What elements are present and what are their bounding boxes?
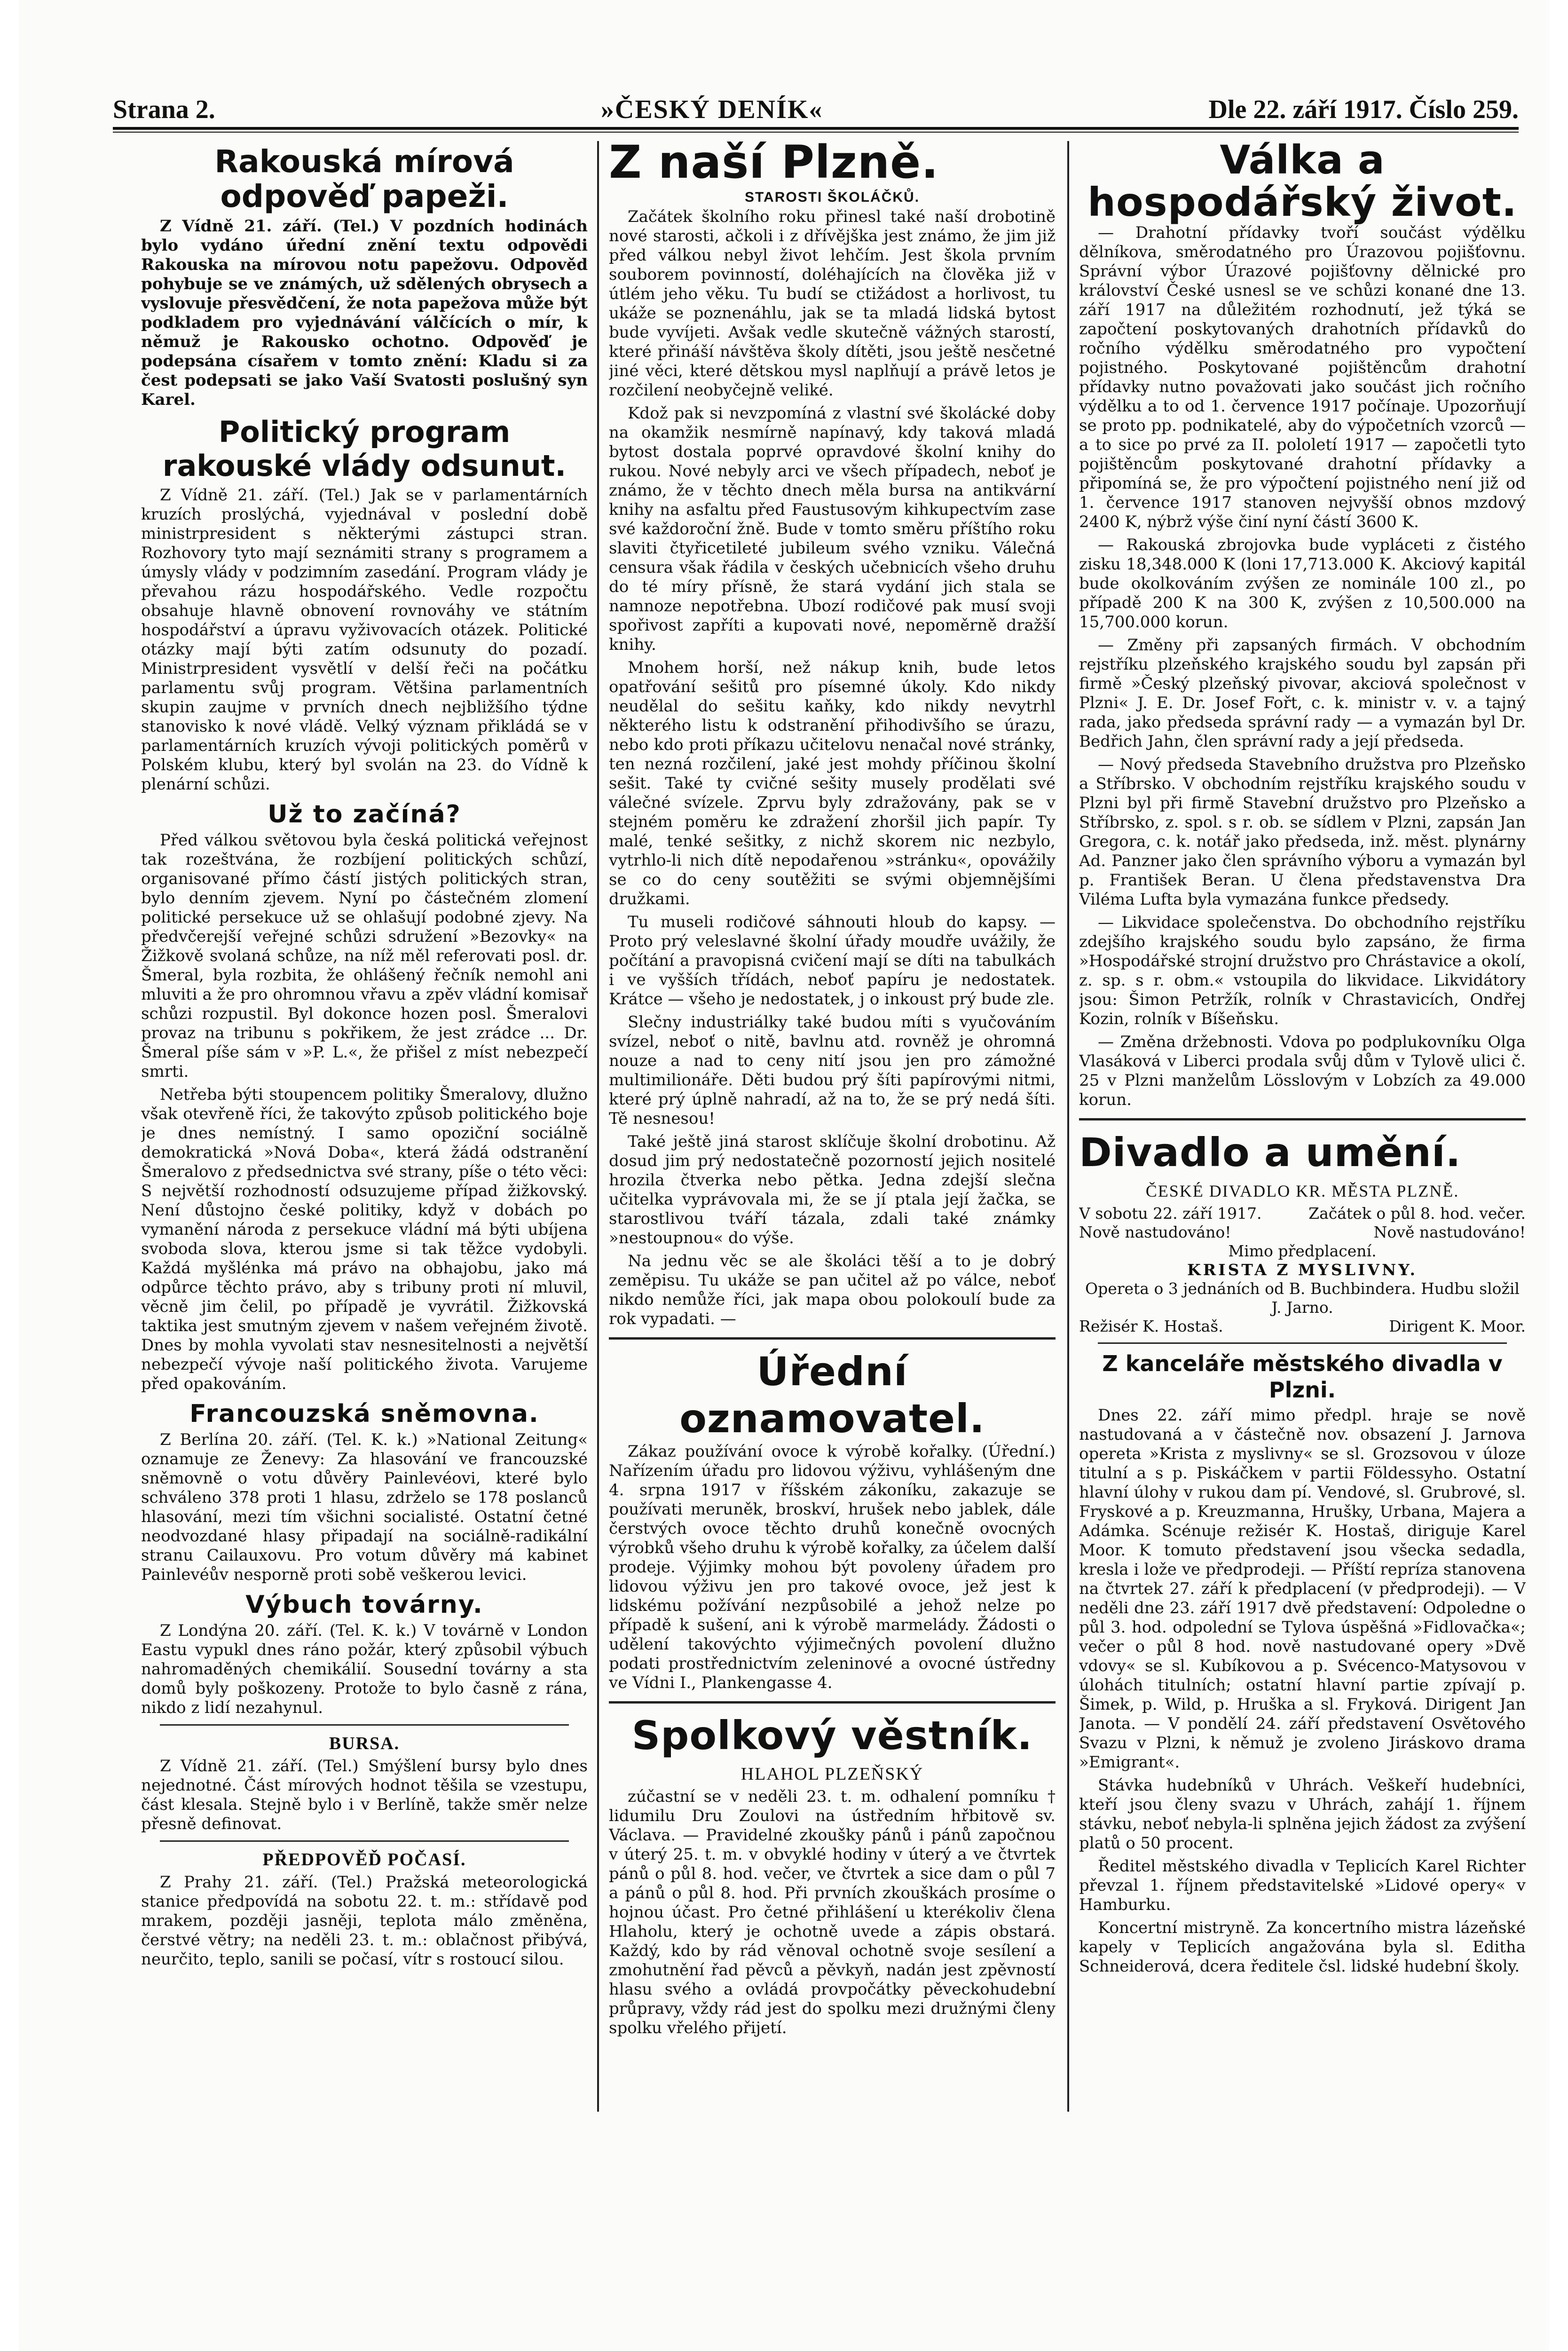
programme-new-left: Nově nastudováno! xyxy=(1079,1223,1231,1241)
programme-description: Opereta o 3 jednáních od B. Buchbindera. Hudbu složil J. Jarno. xyxy=(1085,1279,1520,1317)
section-rule xyxy=(609,1337,1056,1340)
article-bourse: Z Vídně 21. září. (Tel.) Smýšlení bursy bylo dnes nejednotné. Část mírových hodnot těšila se vzestupu, část klesala. Stejně bylo i v Berlíně, takže směr nelze přesně definovat. xyxy=(141,1757,588,1833)
column-divider-2 xyxy=(1067,141,1069,2112)
headline-club-news: Spolkový věstník. xyxy=(631,1712,1033,1759)
separator xyxy=(160,1840,569,1842)
article-already-starts-p1: Před válkou světovou byla česká politická veřejnost tak rozeštvána, že rozbíjení politických schůzí, organisované přímo částí jistých politických stran, bylo denním zjevem. Nyní po částečném zlomení politické persekuce už se ohlašují podobné zjevy. Na předvčerejší veřejné schůzi sdružení »Bezovky« na Žižkově svolaná schůze, na níž měl referovati posl. dr. Šmeral, byla rozbita, že ohlášený řečník nemohl ani mluviti a že pro ohromnou vřavu a zpěv vládní komisař schůzi rozpustil. Byl dokonce hozen posl. Šmeralovi provaz na tribunu s pokřikem, že jest zrádce ... Dr. Šmeral píše sám v »P. L.«, že přišel z míst nebezpečí smrti. xyxy=(141,831,588,1081)
article-school-p4: Tu museli rodičové sáhnouti hloub do kapsy. — Proto prý veleslavné školní úřady moudře uvážily, že počítání a pravopisná cvičení mají se díti na tabulkách i ve vyšších třídách, neboť papíru je nedostatek. Krátce — všeho je nedostatek, j o inkoust prý bude zle. xyxy=(609,913,1056,1009)
separator xyxy=(160,1724,569,1726)
newspaper-page xyxy=(19,0,1549,2351)
masthead-rule xyxy=(113,127,1519,130)
article-fruit-ban: Zákaz používání ovoce k výrobě kořalky. (Úřední.) Nařízením úřadu pro lidovou výživu, vyhlášeným dne 4. srpna 1917 v říšském zákoníku, zakazuje se používati meruněk, broskví, hrušek nebo jablek, dále čerstvých ovoce těchto druhů konečně ovocných výrobků všeho druhu k výrobě kořalky, za účelem další prodeje. Výjimky mohou být povoleny úřadem pro lidovou výživu jen pro takové ovoce, jež jest k lidskému požívání nezpůsobilé a jehož nelze po případě k sušení, ani k výrobě marmelády. Žádosti o udělení takovýchto výjimečných povolení dlužno podati prostřednictvím zeleninové a ovocné ústředny ve Vídni I., Plankengasse 4. xyxy=(609,1442,1056,1692)
headline-bourse: BURSA. xyxy=(329,1734,400,1753)
article-firm-changes: — Změny při zapsaných firmách. V obchodním rejstříku plzeňského krajského soudu byl zapsán při firmě »Český plzeňský pivovar, akciová společnost v Plzni« J. E. Dr. Josef Fořt, c. k. ministr v. v. a tajný rada, jako předseda správní rady — a vymazán byl Dr. Bedřich Jahn, člen správní rady a její předseda. xyxy=(1079,636,1526,751)
article-peace-reply: Z Vídně 21. září. (Tel.) V pozdních hodinách bylo vydáno úřední znění textu odpovědi Rakouska na mírovou notu papežovu. Odpověď pohybuje se ve známých, už sdělených obrysech a vyslovuje přesvědčení, že nota papežova může být podkladem pro vyjednávání válčících o mír, k němuž je Rakousko ochotno. Odpověď je podepsána císařem v tomto znění: Kladu si za čest podepsati se jako Vaší Svatosti poslušný syn Karel. xyxy=(141,217,588,409)
programme-new-right: Nově nastudováno! xyxy=(1373,1223,1526,1241)
subheading-city-theatre: ČESKÉ DIVADLO KR. MĚSTA PLZNĚ. xyxy=(1145,1182,1459,1200)
article-weather: Z Prahy 21. září. (Tel.) Pražská meteorologická stanice předpovídá na sobotu 22. t. m.: střídavě pod mrakem, později jasněji, teplota málo změněna, čerstvé větry; na neděli 23. t. m.: oblačnost přibývá, neurčito, teplo, sanili se počasí, vítr s rostoucí silou. xyxy=(141,1873,588,1969)
article-factory-explosion: Z Londýna 20. září. (Tel. K. k.) V továrně v London Eastu vypukl dnes ráno požár, který způsobil výbuch nahromaděných chemikálií. Sousední továrny a sta domů byly poškozeny. Protože to bylo časně z rána, nikdo z lidí nezahynul. xyxy=(141,1621,588,1717)
headline-our-pilsen: Z naší Plzně. xyxy=(609,139,939,189)
article-cost-allowances: — Drahotní přídavky tvoří součást výdělku dělníkova, směrodatného pro Úrazovou pojišťovnu. Správní výbor Úrazové pojišťovny dělnické pro království České usnesl se ve schůzi konané dne 13. září 1917 na důležitém rozhodnutí, jež týká se započtení poskytovaných drahotních přídavků do ročního výdělku směrodatného pro vypočtení pojistného. Poskytované pojištěncům drahotní přídavky nutno považovati jako součást jich ročního výdělku a to od 1. července 1917 počínaje. Upozorňují se proto pp. podnikatelé, aby do výpočetních vzorců — a to sice po prvé za II. pololetí 1917 — započetli tyto pojištěncům poskytované drahotní přídavky a připomíná se, že pro výpočtení pojistného není již od 1. července 1917 stanoven nejvyšší obnos mzdový 2400 K, nýbrž výše činí nyní částí 3600 K. xyxy=(1079,223,1526,531)
headline-french-chamber: Francouzská sněmovna. xyxy=(189,1400,539,1428)
article-liquidation: — Likvidace společenstva. Do obchodního rejstříku zdejšího krajského soudu bylo zapsáno, že firma »Hospodářské strojní družstvo pro Chrástavice a okolí, z. sp. s r. obm.« vstoupila do likvidace. Likvidátory jsou: Šimon Petržík, rolník v Chrastavicích, Ondřej Kozin, rolník v Bíšeňsku. xyxy=(1079,913,1526,1028)
headline-war-economy: Válka a hospodářský život. xyxy=(1087,139,1517,225)
separator xyxy=(1098,1342,1507,1344)
article-building-coop: — Nový předseda Stavebního družstva pro Plzeňsko a Stříbrsko. V obchodním rejstříku krajského soudu v Plzni byl při firmě Stavební družstvo pro Plzeňsko a Stříbrsko, z. spol. s r. ob. se sídlem v Plzni, zapsán Jan Gregora, c. k. notář jako předseda, inž. měst. plynárny Ad. Panzner jako člen správního výboru a vymazán byl p. František Beran. U člena představenstva Dra Viléma Lufta byla vymazána funkce předsedy. xyxy=(1079,755,1526,909)
masthead xyxy=(113,82,1519,125)
article-ownership-change: — Změna držebnosti. Vdova po podplukovníku Olga Vlasáková v Liberci prodala svůj dům v Tylově ulici č. 25 v Plzni manželům Lösslovým v Lobzích za 49.000 korun. xyxy=(1079,1033,1526,1109)
page-number: Strana 2. xyxy=(113,95,215,124)
headline-theatre-office: Z kanceláře městského divadla v Plzni. xyxy=(1102,1351,1503,1403)
article-theatre-office: Dnes 22. září mimo předpl. hraje se nově nastudovaná a v částečně nov. obsazení J. Jarnova opereta »Krista z myslivny« se sl. Grozsovou v úloze titulní a s p. Piskáčkem v partii Földessyho. Ostatní hlavní úlohy v rukou dam pí. Vendové, sl. Grubrové, sl. Fryskové a p. Kreuzmanna, Hrušky, Urbana, Majera a Adámka. Scénuje režisér K. Hostaš, diriguje Karel Moor. K tomuto představení jsou všecka sedadla, kresla i lože ve předprodeji. — Příští repríza stanovena na čtvrtek 27. září k předplacení (v předprodeji). — V neděli dne 23. září 1917 dvě představení: Odpoledne o půl 3. hod. odpolední se Tylova úspěšná »Fidlovačka«; večer o půl 8 hod. nově nastudované opery »Dvě vdovy« se sl. Kubíkovou a p. Svécenco-Matysovou v úlohách titulních; ostatní hlavní partie zpívají p. Šimek, p. Wild, p. Hruška a sl. Fryková. Dirigent Jan Janota. — V pondělí 24. září představení Osvětového Svazu v Plzni, k němuž je zvoleno Jiráskovo drama »Emigrant«. xyxy=(1079,1406,1526,1772)
article-musicians-strike: Stávka hudebníků v Uhrách. Veškeří hudebníci, kteří jsou členy svazu v Uhrách, zahájí 1. říjnem stávku, neboť nebyla-li splněna jejich žádost za zvýšení platů o 50 procent. xyxy=(1079,1776,1526,1853)
article-hlahol: zúčastní se v neděli 23. t. m. odhalení pomníku † lidumilu Dru Zoulovi na ústředním hřbitově sv. Václava. — Pravidelné zkoušky pánů i pánů započnou v úterý 25. t. m. v obvyklé hodiny v úterý a ve čtvrtek pánů o půl 8. hod. večer, ve čtvrtek a sice dam o půl 7 a pánů o půl 8. hod. Při prvních zkouškách prosíme o hojnou účast. Pro četné přihlášení u kterékoliv člena Hlaholu, který je ochotně uvede a zápis obstará. Každý, kdo by rád věnoval ochotně svoje sesílení a zmohutnění řad pěvců a pěvkyň, nadán jest zpěvností hlasu svého a ovládá provpočátky pěveckohudební průpravy, vždy rád jest do spolku mezi družnými členy spolku vřelého přijetí. xyxy=(609,1787,1056,2037)
theatre-programme xyxy=(1079,1204,1526,1336)
issue-date: Dle 22. září 1917. Číslo 259. xyxy=(1208,95,1519,124)
column-2 xyxy=(609,139,1056,2116)
headline-political-program: Politický program rakouské vlády odsunut. xyxy=(162,415,567,483)
headline-peace-reply: Rakouská mírová odpověď papeži. xyxy=(214,143,514,214)
programme-conductor: Dirigent K. Moor. xyxy=(1389,1317,1526,1335)
paper-name: »ČESKÝ DENÍK« xyxy=(600,95,823,124)
column-3 xyxy=(1079,139,1526,2116)
section-rule xyxy=(1079,1118,1526,1120)
article-school-p5: Slečny industriálky také budou míti s vyučováním svízel, neboť o nitě, bavlnu atd. rovněž je ohromná nouze a nad to ceny nití jsou jen pro zámožné multimilionáře. Děti budou prý šíti papírovými nitmi, které prý úplně nahradí, až na to, že se prý nedá šíti. Tě nesnesou! xyxy=(609,1013,1056,1128)
programme-date: V sobotu 22. září 1917. xyxy=(1079,1204,1262,1223)
article-political-program: Z Vídně 21. září. (Tel.) Jak se v parlamentárních kruzích proslýchá, vyjednával v poslední době ministrpresident s některými zástupci stran. Rozhovory tyto mají seznámiti strany s programem a úmysly vlády v podzimním zasedání. Program vlády je převahou rázu hospodářského. Vedle rozpočtu obsahuje hlavně obnovení rovnováhy ve státním hospodářství a úpravu vyživovacích otázek. Politické otázky mají býti zatím odsunuty do pozadí. Ministrpresident vysvětlí v delší řeči na počátku parlamentu svůj program. Většina parlamentních skupin zaujme v prvních dnech nejbližšího týdne stanovisko k nové vládě. Velký význam přikládá se v parlamentárních kruzích vývoji politických poměrů v Polském klubu, který byl svolán na 23. do Vídně k plenární schůzi. xyxy=(141,486,588,794)
subheading-hlahol: HLAHOL PLZEŇSKÝ xyxy=(741,1764,924,1784)
article-concert-master: Koncertní mistryně. Za koncertního mistra lázeňské kapely v Teplicích angažována byla sl. Editha Schneiderová, dcera ředitele čsl. lidské hudební školy. xyxy=(1079,1918,1526,1976)
headline-factory-explosion: Výbuch továrny. xyxy=(245,1591,483,1619)
masthead-rule-thin xyxy=(113,132,1519,133)
article-armory: — Rakouská zbrojovka bude vypláceti z čistého zisku 18,348.000 K (loni 17,713.000 K. Akciový kapitál bude okolkováním zvýšen ze nominále 100 zl., po případě 200 K na 300 K, zvýšen z 10,500.000 na 15,700.000 korun. xyxy=(1079,536,1526,631)
section-rule xyxy=(609,1701,1056,1704)
article-school-p3: Mnohem horší, než nákup knih, bude letos opatřování sešitů pro písemné úkoly. Kdo nikdy neudělal do sešitu kaňky, kdo nikdy nevytrhl některého listu k odstranění přihodivšího se úrazu, nebo kdo proti příkazu učitelovu nenačal nové stránky, ten nezná rozčilení, jaké jest mohdy příčinou školní sešit. Také ty cvičné sešity musely prodělati své válečné svízele. Zprvu byly zdražovány, pak se v stejném poměru ke zdražení zhoršil jich papír. Ty malé, tenké sešitky, z nichž skorem nic nezbylo, vytrhlo-li nich dítě nepodařenou »stránku«, opovážily se co do ceny soutěžiti se svými objemnějšími družkami. xyxy=(609,658,1056,908)
column-1 xyxy=(141,139,588,2116)
article-school-p1: Začátek školního roku přinesl také naší drobotině nové starosti, ačkoli i z dřívějška jest známo, že jim již před válkou nebyl život lehčím. Jest škola prvním souborem povinností, doléhajících na člověka již v útlém jeho věku. Tu budí se ctižádost a horlivost, tu ukáže se poznenáhlu, jak se ta mladá lidská bytost bude vyvíjeti. Avšak vedle skutečně vážných starostí, které přináší návštěva školy dítěti, jsou ještě nesčetné jiné věci, které dětskou mysl naplňují a právě letos je rozčilení neobyčejně veliké. xyxy=(609,207,1056,400)
programme-outside-subscription: Mimo předplacení. xyxy=(1228,1242,1377,1260)
headline-official-notices: Úřední oznamovatel. xyxy=(679,1349,985,1442)
article-school-p6: Také ještě jiná starost sklíčuje školní drobotinu. Až dosud jim prý nedostatečně pozorností jejich nositelé hrozila čtverka nebo pětka. Jedna zdejší slečna učitelka vyprávovala mi, že se jí ptala její žačka, se starostlivou tváří tázala, zdali také známky »nestoupnou« do výše. xyxy=(609,1132,1056,1247)
programme-start: Začátek o půl 8. hod. večer. xyxy=(1308,1204,1526,1223)
column-divider-1 xyxy=(597,141,599,2112)
programme-title: KRISTA Z MYSLIVNY. xyxy=(1187,1261,1418,1279)
headline-weather: PŘEDPOVĚĎ POČASÍ. xyxy=(262,1850,466,1870)
article-school-p7: Na jednu věc se ale školáci těší a to je dobrý zeměpisu. Tu ukáže se pan učitel až po válce, neboť nikdo nemůže říci, jak mapa obou polokoulí bude za rok vypadati. — xyxy=(609,1252,1056,1328)
article-already-starts-p2: Netřeba býti stoupencem politiky Šmeralovy, dlužno však otevřeně říci, že takovýto způsob politického boje je dnes nemístný. I samo opoziční sociálně demokratická »Nová Doba«, která žádá odstranění Šmeralovo z předsednictva své strany, píše o této věci: S největší rozhodností odsuzujeme případ žižkovský. Není důstojno české politiky, když v dobách po vymanění národa z persekuce vládní má býti ubíjena svoboda slova, kterou jsme si tak těžce vydobyli. Každá myšlénka má právo na obhajobu, jako má odpůrce těchto právo, aby s tribuny proti ní mluvil, věcně jim čelil, po případě je vyvrátil. Žižkovská taktika jest smutným zjevem v našem veřejném životě. Dnes by mohla vyvolati stav nesnesitelnosti a největší nebezpečí vývoje naší politického života. Varujeme před opakováním. xyxy=(141,1085,588,1393)
article-teplice-director: Ředitel městského divadla v Teplicích Karel Richter převzal 1. říjnem představitelské »Lidové opery« v Hamburku. xyxy=(1079,1857,1526,1914)
subheading-school-worries: STAROSTI ŠKOLÁČKŮ. xyxy=(744,189,920,205)
programme-director: Režisér K. Hostaš. xyxy=(1079,1317,1223,1335)
headline-theatre-art: Divadlo a umění. xyxy=(1079,1129,1461,1176)
headline-already-starts: Už to začíná? xyxy=(268,800,461,828)
article-french-chamber: Z Berlína 20. září. (Tel. K. k.) »National Zeitung« oznamuje ze Ženevy: Za hlasování ve francouzské sněmovně o votu důvěry Painlevéovi, které bylo schváleno 378 proti 1 hlasu, zdrželo se 178 poslanců hlasování, mezi tím všichni socialisté. Ostatní četné neodvozdané hlasy připadají na sociálně-radikální stranu Cailauxovu. Pro votum důvěry má kabinet Painlevéův nesporně proti sobě veškerou levici. xyxy=(141,1430,588,1584)
article-school-p2: Kdož pak si nevzpomíná z vlastní své školácké doby na okamžik nesmírně napínavý, kdy taková mladá bytost dostala poprvé opravdové školní knihy do rukou. Nové nebyly arci ve všech případech, neboť je známo, že v těchto dnech měla bursa na antikvární knihy na asfaltu před Faustusovým kihkupectvím zase své každoroční žně. Bude v tomto směru příštího roku slaviti čtyřicetileté jubileum svého vzniku. Válečná censura však řádila v českých učebnicích všeho druhu do té míry přísně, že stará vydání jich stala se namnoze nepotřebna. Ubozí rodičové pak musí svoji spořivost zapříti a kupovati nové, nepoměrně dražší knihy. xyxy=(609,404,1056,654)
